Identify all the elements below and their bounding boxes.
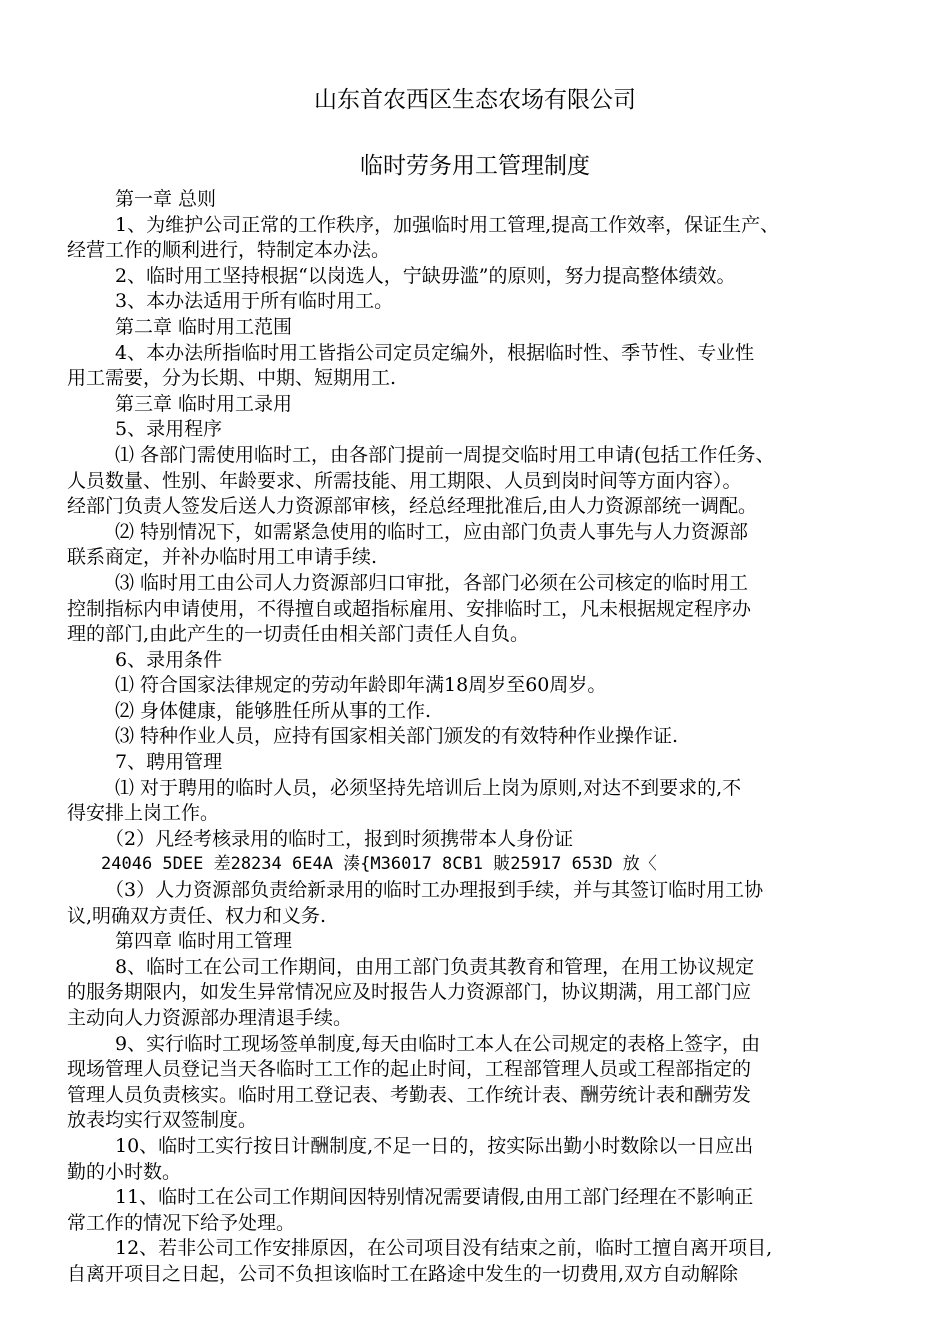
text-line: ⑵ 特别情况下，如需紧急使用的临时工，应由部门负责人事先与人力资源部 xyxy=(115,520,749,543)
text-line: 主动向人力资源部办理清退手续。 xyxy=(67,1007,353,1029)
text-line: ⑴ 符合国家法律规定的劳动年龄即年满18周岁至60周岁。 xyxy=(115,674,607,697)
text-line: 第四章 临时用工管理 xyxy=(115,930,293,953)
text-line: ⑵ 身体健康，能够胜任所从事的工作. xyxy=(115,699,432,722)
text-line: 2、临时用工坚持根据“以岗选人，宁缺毋滥”的原则，努力提高整体绩效。 xyxy=(115,264,736,287)
text-line: 议,明确双方责任、权力和义务. xyxy=(67,904,327,927)
text-line: 自离开项目之日起，公司不负担该临时工在路途中发生的一切费用,双方自动解除 xyxy=(67,1262,739,1285)
text-line: 用工需要，分为长期、中期、短期用工. xyxy=(67,367,397,390)
text-line: 理的部门,由此产生的一切责任由相关部门责任人自负。 xyxy=(67,623,530,646)
text-line: 第二章 临时用工范围 xyxy=(115,315,293,338)
text-line: 12、若非公司工作安排原因，在公司项目没有结束之前，临时工擅自离开项目, xyxy=(115,1237,773,1260)
text-line: 第三章 临时用工录用 xyxy=(115,392,293,415)
text-line: 的服务期限内，如发生异常情况应及时报告人力资源部门，协议期满，用工部门应 xyxy=(67,981,752,1004)
text-line: 7、聘用管理 xyxy=(115,751,223,774)
text-line: 放表均实行双签制度。 xyxy=(67,1109,258,1132)
text-line: 9、实行临时工现场签单制度,每天由临时工本人在公司规定的表格上签字，由 xyxy=(115,1032,761,1055)
document-title: 临时劳务用工管理制度 xyxy=(360,153,590,179)
text-line: 3、本办法适用于所有临时用工。 xyxy=(115,290,394,313)
text-line: 1、为维护公司正常的工作秩序，加强临时用工管理,提高工作效率，保证生产、 xyxy=(115,213,780,236)
text-line: 8、临时工在公司工作期间，由用工部门负责其教育和管理，在用工协议规定 xyxy=(115,955,755,978)
text-line: 经营工作的顺利进行，特制定本办法。 xyxy=(67,239,391,262)
text-line: （3）人力资源部负责给新录用的临时工办理报到手续，并与其签订临时用工协 xyxy=(105,879,764,902)
text-line: 常工作的情况下给予处理。 xyxy=(67,1211,296,1234)
company-name: 山东首农西区生态农场有限公司 xyxy=(314,87,636,113)
text-line: ⑶ 临时用工由公司人力资源部归口审批，各部门必须在公司核定的临时用工 xyxy=(115,571,749,594)
text-line: 4、本办法所指临时用工皆指公司定员定编外，根据临时性、季节性、专业性 xyxy=(115,341,755,364)
text-line: 人员数量、性别、年龄要求、所需技能、用工期限、人员到岗时间等方面内容）。 xyxy=(67,469,742,492)
text-line: 经部门负责人签发后送人力资源部审核，经总经理批准后,由人力资源部统一调配。 xyxy=(67,495,758,518)
text-line: 管理人员负责核实。临时用工登记表、考勤表、工作统计表、酬劳统计表和酬劳发 xyxy=(67,1083,752,1106)
text-line: 6、录用条件 xyxy=(115,648,223,671)
text-line: 得安排上岗工作。 xyxy=(67,802,220,825)
text-line: 10、临时工实行按日计酬制度,不足一日的，按实际出勤小时数除以一日应出 xyxy=(115,1134,754,1157)
text-line: 控制指标内申请使用，不得擅自或超指标雇用、安排临时工，凡未根据规定程序办 xyxy=(67,597,752,620)
text-line: ⑴ 各部门需使用临时工，由各部门提前一周提交临时用工申请(包括工作任务、 xyxy=(115,443,775,466)
text-line: 24046 5DEE 差28234 6E4A 湊{M36017 8CB1 貱25917 653D 放〈 xyxy=(101,854,657,875)
text-line: （2）凡经考核录用的临时工，报到时须携带本人身份证 xyxy=(105,827,574,850)
text-line: 第一章 总则 xyxy=(115,188,217,210)
text-line: 勤的小时数。 xyxy=(67,1160,182,1183)
text-line: ⑶ 特种作业人员，应持有国家相关部门颁发的有效特种作业操作证. xyxy=(115,725,679,748)
text-line: 现场管理人员登记当天各临时工工作的起止时间，工程部管理人员或工程部指定的 xyxy=(67,1058,752,1081)
text-line: 联系商定，并补办临时用工申请手续. xyxy=(67,546,378,569)
text-line: ⑴ 对于聘用的临时人员，必须坚持先培训后上岗为原则,对达不到要求的,不 xyxy=(115,776,742,799)
text-line: 5、录用程序 xyxy=(115,418,223,441)
text-line: 11、临时工在公司工作期间因特别情况需要请假,由用工部门经理在不影响正 xyxy=(115,1186,754,1209)
document-body xyxy=(67,187,887,1288)
